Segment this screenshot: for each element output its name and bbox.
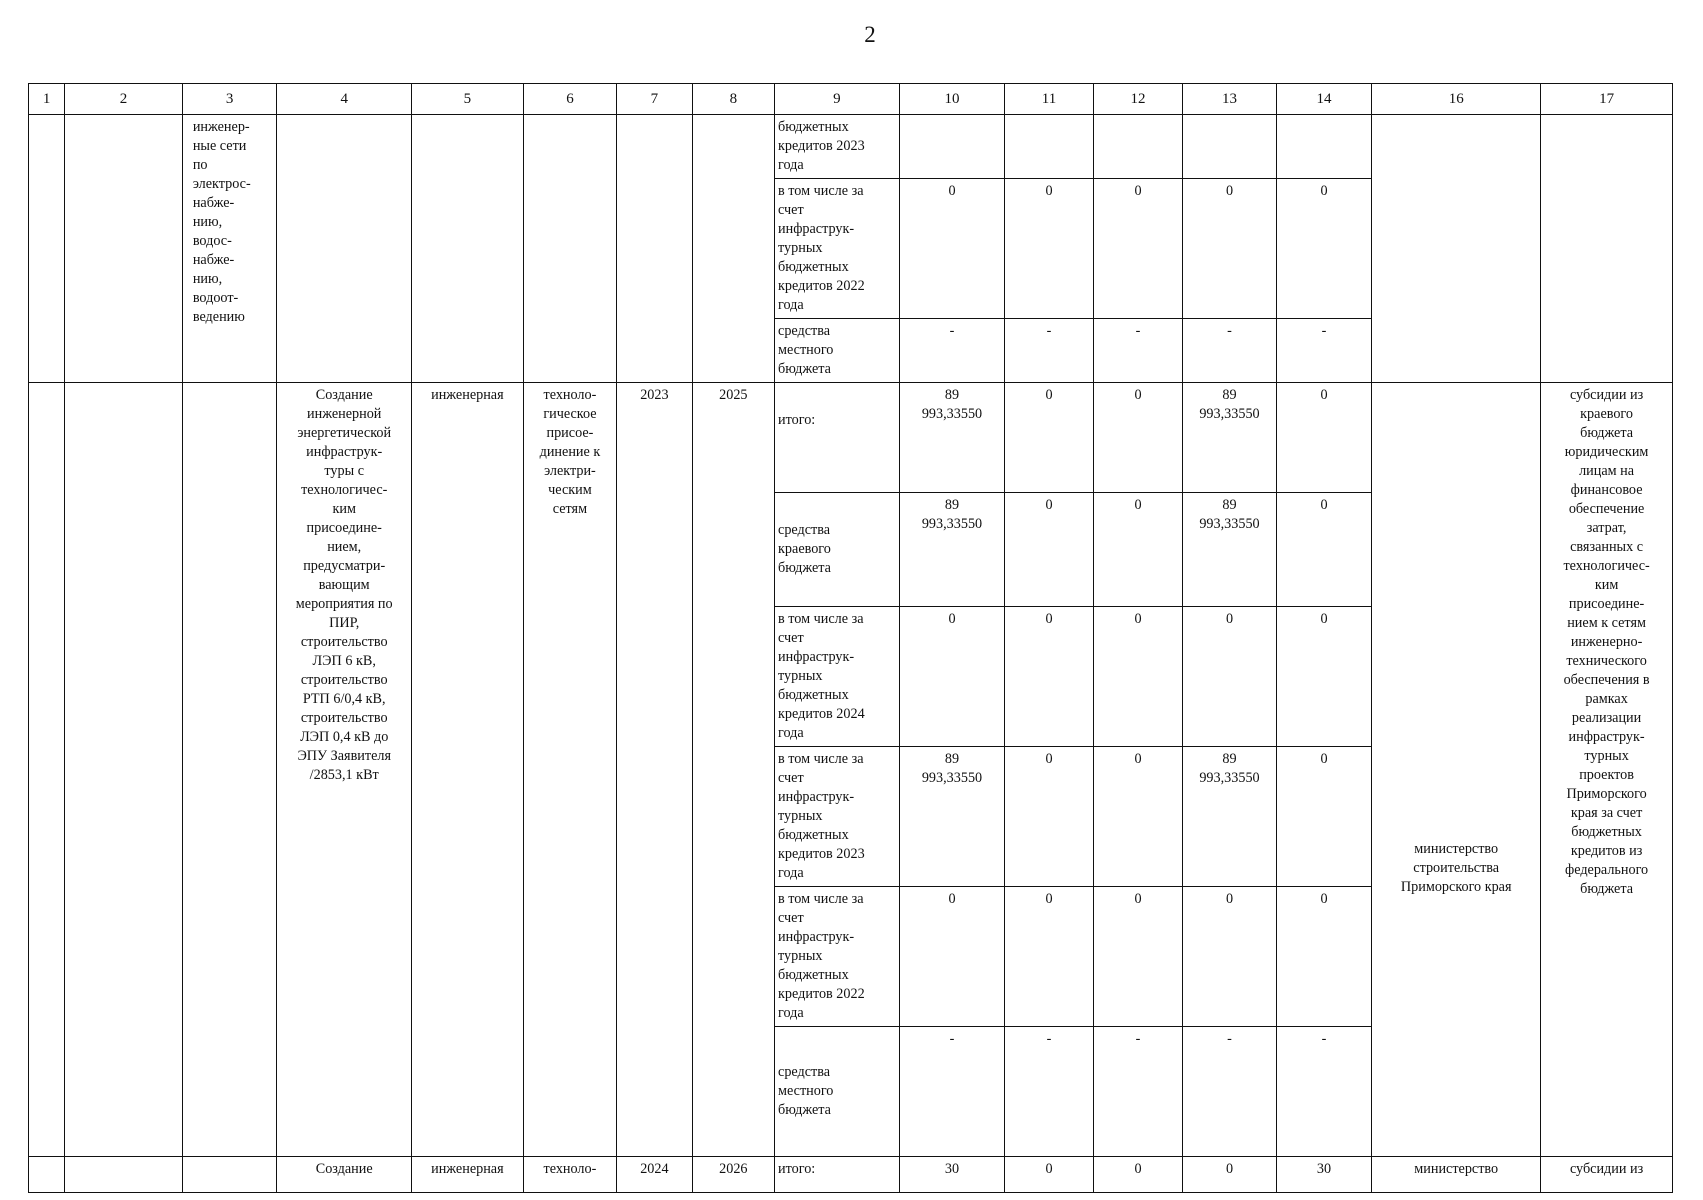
subsidy-description: субсидии из — [1541, 1157, 1673, 1193]
amount-cell — [1005, 115, 1093, 179]
column-header: 7 — [617, 84, 692, 115]
project-name: Создание инженерной энергетической инфраструк- туры с технологичес- ким присоедине- нием, предусматри- вающим мероприятия по ПИР, строительство ЛЭП 6 кВ, строительство РТП 6/0,4 кВ, строительство ЛЭП 0,4 кВ до ЭПУ Заявителя /2853,1 кВт — [277, 383, 412, 1157]
funding-source-label: в том числе за счет инфраструк- турных бюджетных кредитов 2022 года — [775, 179, 900, 319]
amount-cell: 0 — [1005, 493, 1093, 607]
column-header: 3 — [182, 84, 277, 115]
cell-col17 — [1541, 115, 1673, 383]
amount-cell: 0 — [1005, 1157, 1093, 1193]
amount-cell: 0 — [1005, 383, 1093, 493]
amount-cell: 0 — [899, 887, 1005, 1027]
funding-source-label: средства местного бюджета — [775, 319, 900, 383]
infrastructure-type: инженерная — [412, 383, 524, 1157]
header-row — [29, 84, 1673, 115]
column-header: 8 — [692, 84, 774, 115]
amount-cell: 89 993,33550 — [1183, 747, 1277, 887]
cell-col1 — [29, 1157, 65, 1193]
amount-cell: - — [1183, 319, 1277, 383]
amount-cell: 0 — [1276, 747, 1372, 887]
amount-cell: 0 — [1183, 607, 1277, 747]
amount-cell: 0 — [1276, 607, 1372, 747]
amount-cell: - — [1276, 1027, 1372, 1157]
amount-cell: 89 993,33550 — [899, 493, 1005, 607]
column-header: 5 — [412, 84, 524, 115]
funding-source-label: средства местного бюджета — [775, 1027, 900, 1157]
amount-cell — [899, 115, 1005, 179]
end-year: 2025 — [692, 383, 774, 1157]
amount-cell: 0 — [1005, 747, 1093, 887]
subsidy-description: субсидии из краевого бюджета юридическим лицам на финансовое обеспечение затрат, связанных с технологичес- ким присоедине- нием к сетям инженерно- технического обеспечения в рамках реализации инфраструк- турных проектов Приморского края за счет бюджетных кредитов из федерального бюджета — [1541, 383, 1673, 1157]
cell-col2 — [65, 383, 183, 1157]
amount-cell — [1183, 115, 1277, 179]
page-number: 2 — [864, 22, 876, 47]
column-header: 16 — [1372, 84, 1541, 115]
cell-col1 — [29, 115, 65, 383]
amount-cell: - — [1005, 1027, 1093, 1157]
amount-cell: 0 — [1093, 179, 1182, 319]
amount-cell: 0 — [1276, 493, 1372, 607]
funding-source-label: итого: — [775, 1157, 900, 1193]
cell-col3 — [182, 1157, 277, 1193]
measure-type: техноло- — [523, 1157, 617, 1193]
funding-source-label: итого: — [775, 383, 900, 493]
column-header: 9 — [775, 84, 900, 115]
table-row — [29, 115, 1673, 179]
start-year: 2024 — [617, 1157, 692, 1193]
amount-cell: 0 — [1093, 1157, 1182, 1193]
table-row — [29, 1157, 1673, 1193]
cell-col7 — [617, 115, 692, 383]
amount-cell: 30 — [1276, 1157, 1372, 1193]
amount-cell: - — [1183, 1027, 1277, 1157]
amount-cell: 0 — [899, 607, 1005, 747]
cell-col16 — [1372, 115, 1541, 383]
amount-cell: 0 — [1276, 887, 1372, 1027]
amount-cell: 89 993,33550 — [1183, 493, 1277, 607]
column-header: 11 — [1005, 84, 1093, 115]
budget-table — [28, 83, 1673, 1193]
amount-cell: 0 — [1276, 179, 1372, 319]
amount-cell: 0 — [1005, 607, 1093, 747]
table-row — [29, 383, 1673, 493]
cell-col3 — [182, 383, 277, 1157]
column-header: 1 — [29, 84, 65, 115]
amount-cell: 0 — [1276, 383, 1372, 493]
infrastructure-type: инженерная — [412, 1157, 524, 1193]
amount-cell: 0 — [1093, 493, 1182, 607]
cell-col2 — [65, 115, 183, 383]
cell-col8 — [692, 115, 774, 383]
funding-source-label: в том числе за счет инфраструк- турных бюджетных кредитов 2024 года — [775, 607, 900, 747]
amount-cell — [1276, 115, 1372, 179]
amount-cell: - — [899, 1027, 1005, 1157]
amount-cell: 89 993,33550 — [1183, 383, 1277, 493]
funding-source-label: в том числе за счет инфраструк- турных бюджетных кредитов 2023 года — [775, 747, 900, 887]
amount-cell: 0 — [1183, 887, 1277, 1027]
amount-cell: 89 993,33550 — [899, 383, 1005, 493]
amount-cell: - — [1276, 319, 1372, 383]
amount-cell: 0 — [1093, 887, 1182, 1027]
column-header: 6 — [523, 84, 617, 115]
amount-cell: 0 — [1093, 607, 1182, 747]
amount-cell: - — [1093, 319, 1182, 383]
cell-col4 — [277, 115, 412, 383]
amount-cell: 0 — [1005, 179, 1093, 319]
responsible-ministry: министерство строительства Приморского края — [1372, 383, 1541, 1157]
cell-col5 — [412, 115, 524, 383]
cell-col1 — [29, 383, 65, 1157]
cell-col6 — [523, 115, 617, 383]
cell-col2 — [65, 1157, 183, 1193]
funding-source-label: в том числе за счет инфраструк- турных бюджетных кредитов 2022 года — [775, 887, 900, 1027]
amount-cell: 0 — [1093, 747, 1182, 887]
column-header: 17 — [1541, 84, 1673, 115]
start-year: 2023 — [617, 383, 692, 1157]
object-type: инженер- ные сети по электрос- набже- нию, водос- набже- нию, водоот- ведению — [182, 115, 277, 383]
end-year: 2026 — [692, 1157, 774, 1193]
amount-cell: 30 — [899, 1157, 1005, 1193]
column-header: 12 — [1093, 84, 1182, 115]
column-header: 13 — [1183, 84, 1277, 115]
column-header: 2 — [65, 84, 183, 115]
amount-cell: - — [1093, 1027, 1182, 1157]
funding-source-label: бюджетных кредитов 2023 года — [775, 115, 900, 179]
amount-cell: - — [1005, 319, 1093, 383]
column-header: 10 — [899, 84, 1005, 115]
measure-type: техноло- гическое присое- динение к электри- ческим сетям — [523, 383, 617, 1157]
column-header: 4 — [277, 84, 412, 115]
amount-cell: 0 — [1183, 1157, 1277, 1193]
funding-source-label: средства краевого бюджета — [775, 493, 900, 607]
amount-cell — [1093, 115, 1182, 179]
responsible-ministry: министерство — [1372, 1157, 1541, 1193]
column-header: 14 — [1276, 84, 1372, 115]
amount-cell: 0 — [1183, 179, 1277, 319]
project-name: Создание — [277, 1157, 412, 1193]
amount-cell: 0 — [1093, 383, 1182, 493]
amount-cell: 89 993,33550 — [899, 747, 1005, 887]
amount-cell: - — [899, 319, 1005, 383]
amount-cell: 0 — [899, 179, 1005, 319]
amount-cell: 0 — [1005, 887, 1093, 1027]
